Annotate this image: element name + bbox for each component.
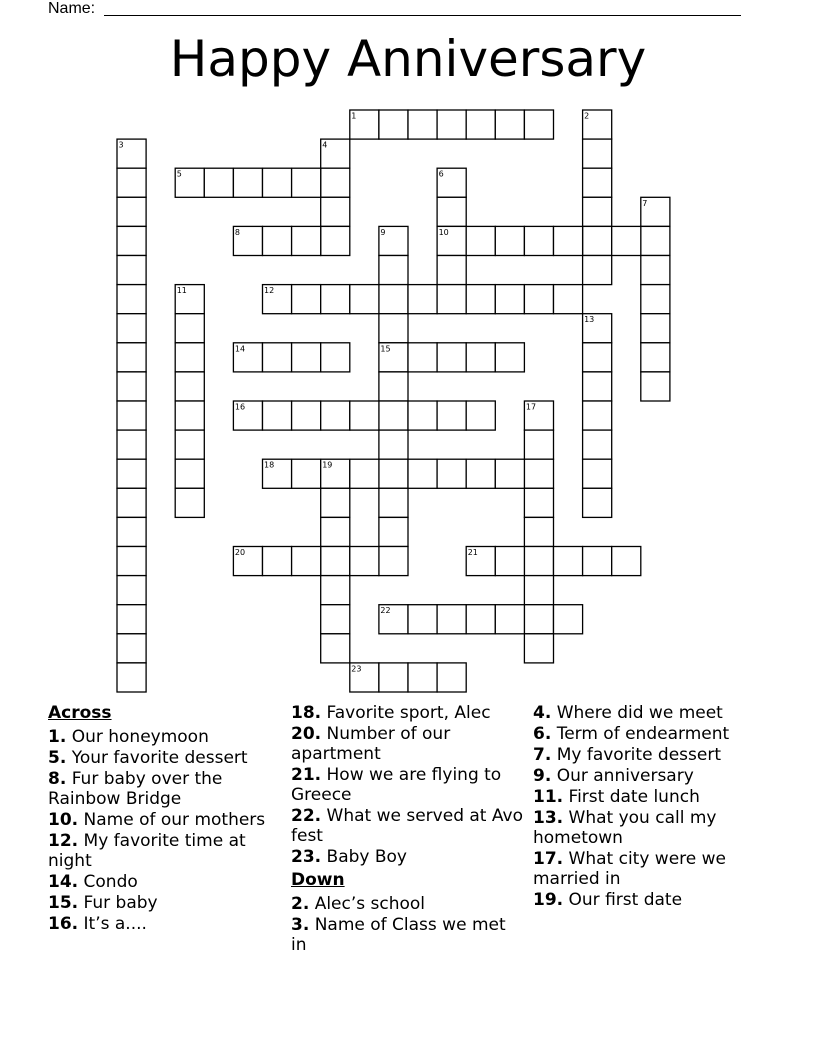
grid-cell[interactable] bbox=[379, 285, 408, 314]
grid-cell[interactable] bbox=[292, 459, 321, 488]
grid-cell[interactable] bbox=[117, 314, 146, 343]
grid-cell[interactable] bbox=[437, 256, 466, 285]
grid-cell[interactable] bbox=[437, 459, 466, 488]
grid-cell[interactable] bbox=[466, 110, 495, 139]
grid-cell[interactable] bbox=[292, 547, 321, 576]
grid-cell[interactable] bbox=[379, 401, 408, 430]
grid-cell[interactable] bbox=[466, 226, 495, 255]
grid-cell[interactable] bbox=[641, 256, 670, 285]
clue-number: 5. bbox=[48, 748, 67, 768]
grid-cell[interactable] bbox=[263, 226, 292, 255]
grid-cell[interactable] bbox=[379, 430, 408, 459]
clue-number: 7. bbox=[533, 745, 552, 765]
across-clue bbox=[48, 914, 280, 934]
grid-cell[interactable] bbox=[554, 605, 583, 634]
down-clue bbox=[533, 766, 773, 786]
clue-number: 15. bbox=[48, 893, 79, 913]
grid-cell[interactable] bbox=[350, 459, 379, 488]
grid-cell[interactable] bbox=[495, 285, 524, 314]
down-clue-list-a bbox=[291, 894, 523, 955]
clues-column-3 bbox=[533, 703, 773, 911]
grid-cell[interactable] bbox=[321, 226, 350, 255]
grid-cell[interactable] bbox=[321, 343, 350, 372]
down-clue bbox=[533, 808, 773, 848]
clue-number: 19. bbox=[533, 890, 564, 910]
grid-cell[interactable] bbox=[321, 488, 350, 517]
cell-number: 21 bbox=[467, 548, 478, 557]
grid-cell[interactable] bbox=[175, 343, 204, 372]
grid-cell[interactable] bbox=[408, 605, 437, 634]
grid-cell[interactable] bbox=[524, 517, 553, 546]
clue-number: 2. bbox=[291, 894, 310, 914]
cell-number: 12 bbox=[264, 286, 275, 296]
grid-cell[interactable] bbox=[495, 605, 524, 634]
down-clue bbox=[533, 890, 773, 910]
grid-cell[interactable] bbox=[641, 343, 670, 372]
clue-number: 16. bbox=[48, 914, 79, 934]
across-clue bbox=[48, 727, 280, 747]
cell-number: 8 bbox=[234, 227, 240, 237]
cell-number: 6 bbox=[438, 169, 444, 179]
grid-cell[interactable] bbox=[408, 343, 437, 372]
clue-text: My favorite dessert bbox=[551, 745, 722, 765]
grid-cell[interactable] bbox=[321, 517, 350, 546]
cell-number: 3 bbox=[118, 140, 124, 150]
grid-cell[interactable] bbox=[466, 459, 495, 488]
grid-cell[interactable] bbox=[554, 226, 583, 255]
grid-cell[interactable] bbox=[379, 256, 408, 285]
grid-cell[interactable] bbox=[233, 168, 262, 197]
clue-text: Your favorite dessert bbox=[66, 748, 248, 768]
cell-number: 18 bbox=[264, 460, 275, 470]
grid-cell[interactable] bbox=[583, 547, 612, 576]
clue-text: Our honeymoon bbox=[66, 727, 209, 747]
grid-cell[interactable] bbox=[583, 343, 612, 372]
clue-number: 14. bbox=[48, 872, 79, 892]
clue-text: Condo bbox=[78, 872, 138, 892]
grid-cell[interactable] bbox=[175, 372, 204, 401]
cell-number: 17 bbox=[525, 402, 537, 412]
clue-number: 6. bbox=[533, 724, 552, 744]
clue-text: First date lunch bbox=[563, 787, 700, 807]
grid-cell[interactable] bbox=[612, 547, 641, 576]
grid-cell[interactable] bbox=[437, 285, 466, 314]
clue-number: 21. bbox=[291, 765, 322, 785]
clue-text: What city were we married in bbox=[533, 849, 727, 889]
grid-cell[interactable] bbox=[117, 168, 146, 197]
grid-cell[interactable] bbox=[117, 517, 146, 546]
cell-number: 20 bbox=[234, 548, 246, 557]
grid-cell[interactable] bbox=[379, 110, 408, 139]
across-clue-list-b bbox=[291, 703, 523, 867]
grid-cell[interactable] bbox=[466, 343, 495, 372]
grid-cell[interactable] bbox=[583, 430, 612, 459]
down-clue bbox=[533, 787, 773, 807]
clue-number: 1. bbox=[48, 727, 67, 747]
grid-cell[interactable] bbox=[292, 168, 321, 197]
clue-text: What you call my hometown bbox=[533, 808, 717, 848]
grid-cell[interactable] bbox=[117, 372, 146, 401]
across-clue bbox=[48, 769, 280, 809]
grid-cell[interactable] bbox=[350, 547, 379, 576]
grid-cell[interactable] bbox=[263, 343, 292, 372]
grid-cell[interactable] bbox=[437, 605, 466, 634]
grid-cell[interactable] bbox=[524, 110, 553, 139]
across-clue bbox=[48, 810, 280, 830]
grid-cell[interactable] bbox=[117, 605, 146, 634]
grid-cell[interactable] bbox=[583, 256, 612, 285]
down-clue-list-b bbox=[533, 703, 773, 910]
grid-cell[interactable] bbox=[641, 285, 670, 314]
down-clue bbox=[291, 894, 523, 914]
cell-number: 5 bbox=[176, 169, 182, 179]
grid-cell[interactable] bbox=[554, 285, 583, 314]
grid-cell[interactable] bbox=[524, 285, 553, 314]
across-clue-list-a bbox=[48, 727, 280, 934]
grid-cell[interactable] bbox=[117, 488, 146, 517]
grid-cell[interactable] bbox=[524, 226, 553, 255]
clue-text: Number of our apartment bbox=[291, 724, 451, 764]
cell-number: 13 bbox=[584, 315, 595, 325]
grid-cell[interactable] bbox=[495, 110, 524, 139]
grid-cell[interactable] bbox=[408, 401, 437, 430]
grid-cell[interactable] bbox=[321, 605, 350, 634]
name-label: Name: bbox=[48, 0, 96, 17]
across-clue bbox=[48, 893, 280, 913]
down-clue bbox=[533, 703, 773, 723]
down-clue bbox=[291, 915, 523, 955]
grid-cell[interactable] bbox=[117, 663, 146, 692]
clue-text: Alec’s school bbox=[309, 894, 426, 914]
cell-number: 2 bbox=[584, 111, 590, 121]
across-clue bbox=[291, 806, 523, 846]
grid-cell[interactable] bbox=[117, 256, 146, 285]
grid-cell[interactable] bbox=[175, 401, 204, 430]
grid-cell[interactable] bbox=[175, 488, 204, 517]
clues-column-1 bbox=[48, 703, 280, 935]
grid-cell[interactable] bbox=[495, 226, 524, 255]
clue-text: Term of endearment bbox=[551, 724, 730, 744]
cell-number: 16 bbox=[234, 402, 246, 412]
grid-cell[interactable] bbox=[175, 459, 204, 488]
grid-cell[interactable] bbox=[321, 547, 350, 576]
grid-cell[interactable] bbox=[117, 547, 146, 576]
grid-cell[interactable] bbox=[321, 576, 350, 605]
across-heading: Across bbox=[48, 703, 112, 723]
grid-cell[interactable] bbox=[350, 285, 379, 314]
clue-number: 8. bbox=[48, 769, 67, 789]
grid-cell[interactable] bbox=[117, 285, 146, 314]
grid-cell[interactable] bbox=[495, 459, 524, 488]
clue-text: Our first date bbox=[563, 890, 683, 910]
across-clue bbox=[48, 748, 280, 768]
cell-number: 22 bbox=[380, 606, 391, 616]
clue-text: Fur baby over the Rainbow Bridge bbox=[48, 769, 223, 809]
grid-cell[interactable] bbox=[437, 663, 466, 692]
clue-number: 11. bbox=[533, 787, 564, 807]
grid-cell[interactable] bbox=[583, 139, 612, 168]
grid-cell[interactable] bbox=[495, 343, 524, 372]
grid-cell[interactable] bbox=[583, 168, 612, 197]
cell-number: 15 bbox=[380, 344, 391, 354]
clue-text: How we are flying to Greece bbox=[291, 765, 502, 805]
grid-cell[interactable] bbox=[117, 459, 146, 488]
grid-cell[interactable] bbox=[117, 401, 146, 430]
grid-cell[interactable] bbox=[641, 314, 670, 343]
grid-cell[interactable] bbox=[408, 285, 437, 314]
grid-cell[interactable] bbox=[379, 663, 408, 692]
grid-cell[interactable] bbox=[321, 168, 350, 197]
clue-number: 22. bbox=[291, 806, 322, 826]
clue-text: What we served at Avo fest bbox=[291, 806, 523, 846]
clue-number: 17. bbox=[533, 849, 564, 869]
cell-number: 23 bbox=[351, 664, 362, 674]
grid-cell[interactable] bbox=[524, 430, 553, 459]
cell-number: 10 bbox=[438, 227, 449, 237]
clue-number: 10. bbox=[48, 810, 79, 830]
grid-cell[interactable] bbox=[379, 314, 408, 343]
grid-cell[interactable] bbox=[612, 226, 641, 255]
page-title: Happy Anniversary bbox=[169, 30, 647, 88]
grid-cell[interactable] bbox=[524, 576, 553, 605]
grid-cell[interactable] bbox=[408, 663, 437, 692]
grid-cell[interactable] bbox=[408, 110, 437, 139]
grid-cell[interactable] bbox=[379, 517, 408, 546]
grid-cell[interactable] bbox=[495, 547, 524, 576]
across-clue bbox=[291, 847, 523, 867]
clue-number: 3. bbox=[291, 915, 310, 935]
grid-cell[interactable] bbox=[117, 430, 146, 459]
grid-cell[interactable] bbox=[321, 197, 350, 226]
across-clue bbox=[48, 831, 280, 871]
down-clue bbox=[533, 745, 773, 765]
grid-cell[interactable] bbox=[466, 285, 495, 314]
clue-number: 12. bbox=[48, 831, 79, 851]
cell-number: 14 bbox=[234, 344, 246, 354]
grid-cell[interactable] bbox=[292, 285, 321, 314]
clues-column-2 bbox=[291, 703, 523, 956]
grid-cell[interactable] bbox=[437, 197, 466, 226]
grid-cell[interactable] bbox=[292, 226, 321, 255]
grid-cell[interactable] bbox=[204, 168, 233, 197]
grid-cell[interactable] bbox=[524, 488, 553, 517]
clue-number: 20. bbox=[291, 724, 322, 744]
across-clue bbox=[48, 872, 280, 892]
grid-cell[interactable] bbox=[117, 226, 146, 255]
grid-cell[interactable] bbox=[466, 605, 495, 634]
grid-cell[interactable] bbox=[583, 488, 612, 517]
down-clue bbox=[533, 724, 773, 744]
grid-cell[interactable] bbox=[524, 605, 553, 634]
clue-number: 9. bbox=[533, 766, 552, 786]
grid-cell[interactable] bbox=[175, 430, 204, 459]
grid-cell[interactable] bbox=[524, 459, 553, 488]
across-clue bbox=[291, 724, 523, 764]
across-clue bbox=[291, 765, 523, 805]
grid-cell[interactable] bbox=[263, 168, 292, 197]
clue-text: Baby Boy bbox=[321, 847, 407, 867]
grid-cell[interactable] bbox=[117, 343, 146, 372]
grid-cell[interactable] bbox=[117, 197, 146, 226]
grid-cell[interactable] bbox=[350, 401, 379, 430]
grid-cell[interactable] bbox=[583, 459, 612, 488]
clue-text: My favorite time at night bbox=[48, 831, 246, 871]
clue-text: Where did we meet bbox=[551, 703, 723, 723]
down-clue bbox=[533, 849, 773, 889]
grid-cell[interactable] bbox=[321, 401, 350, 430]
grid-cell[interactable] bbox=[583, 226, 612, 255]
grid-cell[interactable] bbox=[583, 401, 612, 430]
grid-cell[interactable] bbox=[379, 459, 408, 488]
cell-number: 19 bbox=[322, 460, 333, 470]
clue-text: Name of our mothers bbox=[78, 810, 266, 830]
clue-text: Favorite sport, Alec bbox=[321, 703, 491, 723]
grid-cell[interactable] bbox=[321, 634, 350, 663]
clue-number: 23. bbox=[291, 847, 322, 867]
grid-cell[interactable] bbox=[524, 634, 553, 663]
cell-number: 11 bbox=[176, 286, 187, 296]
grid-cell[interactable] bbox=[641, 226, 670, 255]
grid-cell[interactable] bbox=[583, 372, 612, 401]
grid-cell[interactable] bbox=[379, 547, 408, 576]
clue-number: 4. bbox=[533, 703, 552, 723]
cell-number: 4 bbox=[322, 140, 328, 150]
clue-text: Our anniversary bbox=[551, 766, 694, 786]
cell-number: 9 bbox=[380, 227, 386, 237]
grid-cell[interactable] bbox=[466, 401, 495, 430]
clue-number: 13. bbox=[533, 808, 564, 828]
grid-cell[interactable] bbox=[437, 110, 466, 139]
grid-cell[interactable] bbox=[437, 401, 466, 430]
clue-number: 18. bbox=[291, 703, 322, 723]
across-clue bbox=[291, 703, 523, 723]
clue-text: Name of Class we met in bbox=[291, 915, 506, 955]
grid-cell[interactable] bbox=[117, 634, 146, 663]
grid-cell[interactable] bbox=[379, 488, 408, 517]
grid-cell[interactable] bbox=[437, 343, 466, 372]
grid-cell[interactable] bbox=[379, 372, 408, 401]
grid-cell[interactable] bbox=[292, 343, 321, 372]
grid-cell[interactable] bbox=[117, 576, 146, 605]
grid-cell[interactable] bbox=[263, 547, 292, 576]
cell-number: 1 bbox=[351, 111, 357, 121]
grid-cell[interactable] bbox=[641, 372, 670, 401]
grid-cell[interactable] bbox=[408, 459, 437, 488]
down-heading: Down bbox=[291, 870, 345, 890]
grid-cell[interactable] bbox=[263, 401, 292, 430]
clue-text: It’s a.... bbox=[78, 914, 147, 934]
grid-cell[interactable] bbox=[583, 197, 612, 226]
grid-cell[interactable] bbox=[554, 547, 583, 576]
cell-number: 7 bbox=[642, 198, 648, 208]
clue-text: Fur baby bbox=[78, 893, 158, 913]
grid-cell[interactable] bbox=[321, 285, 350, 314]
grid-cell[interactable] bbox=[292, 401, 321, 430]
grid-cell[interactable] bbox=[524, 547, 553, 576]
grid-cell[interactable] bbox=[175, 314, 204, 343]
